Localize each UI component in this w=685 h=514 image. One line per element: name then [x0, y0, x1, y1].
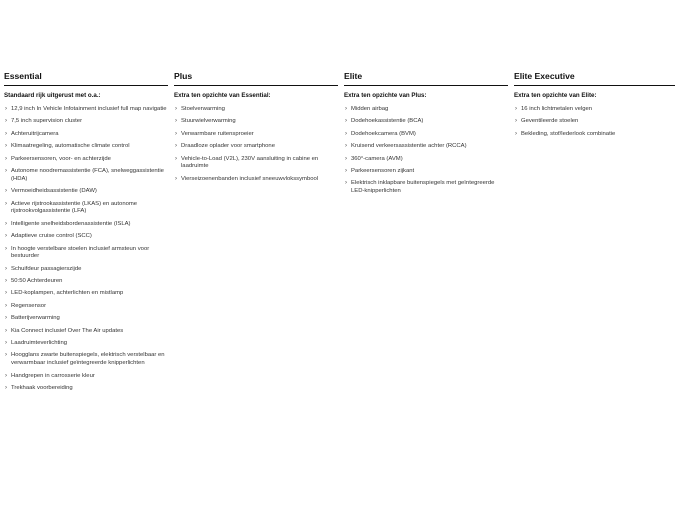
feature-label: Draadloze oplader voor smartphone — [181, 143, 275, 150]
feature-label: Vermoeidheidsassistentie (DAW) — [11, 188, 97, 195]
feature-label: Adaptieve cruise control (SCC) — [11, 233, 92, 240]
chevron-right-icon: › — [175, 175, 177, 182]
trim-column — [174, 71, 344, 397]
feature-item — [4, 168, 168, 184]
feature-item — [344, 143, 508, 151]
feature-label: Trekhaak voorbereiding — [11, 385, 73, 391]
trim-column — [344, 71, 514, 397]
feature-label: LED-koplampen, achterlichten en mistlamp — [11, 290, 124, 297]
feature-item — [4, 118, 168, 126]
feature-item — [4, 266, 168, 274]
feature-label: Achteruitrijcamera — [11, 130, 59, 137]
chevron-right-icon: › — [515, 118, 517, 125]
feature-item — [4, 188, 168, 196]
feature-item — [4, 340, 168, 348]
feature-item — [4, 106, 168, 114]
feature-item — [4, 246, 168, 262]
feature-label: Hoogglans zwarte buitenspiegels, elektrisch verstelbaar en verwarmbaar inclusief geïntegreerde knipperlichten — [11, 352, 165, 367]
feature-label: Vierseizoenenbanden inclusief sneeuwvlokssymbool — [181, 175, 319, 182]
chevron-right-icon: › — [515, 106, 517, 112]
feature-label: Laadruimteverlichting — [11, 340, 67, 347]
chevron-right-icon: › — [5, 385, 7, 391]
chevron-right-icon: › — [5, 143, 7, 150]
chevron-right-icon: › — [175, 106, 177, 112]
feature-label: In hoogte verstelbare stoelen inclusief armsteun voor bestuurder — [11, 245, 150, 260]
feature-item — [4, 328, 168, 336]
feature-item — [4, 290, 168, 298]
feature-label: Midden airbag — [351, 106, 389, 112]
feature-label: 7,5 inch supervision cluster — [11, 118, 83, 125]
feature-label: Vehicle-to-Load (V2L), 230V aansluiting in cabine en laadruimte — [181, 155, 319, 170]
feature-item — [514, 118, 675, 126]
feature-label: Intelligente snelheidsbordenassistentie (ISLA) — [11, 220, 131, 227]
trim-subtitle: Standaard rijk uitgerust met o.a.: — [4, 92, 101, 99]
feature-label: Parkeersensoren zijkant — [351, 167, 415, 174]
chevron-right-icon: › — [5, 315, 7, 322]
chevron-right-icon: › — [5, 302, 7, 309]
chevron-right-icon: › — [345, 143, 347, 150]
feature-label: Stuurwielverwarming — [181, 118, 236, 125]
feature-label: Regensensor — [11, 302, 47, 309]
trim-title: Elite — [344, 71, 508, 86]
chevron-right-icon: › — [5, 352, 7, 359]
feature-item — [344, 131, 508, 139]
feature-label: Geventileerde stoelen — [521, 118, 579, 125]
chevron-right-icon: › — [5, 130, 7, 137]
feature-item — [344, 180, 508, 196]
feature-item — [174, 156, 338, 172]
feature-item — [514, 106, 675, 114]
feature-item — [344, 106, 508, 114]
feature-label: Actieve rijstrookassistentie (LKAS) en autonome rijstrookvolgassistentie (LFA) — [11, 200, 138, 215]
trim-subtitle: Extra ten opzichte van Elite: — [514, 92, 597, 99]
feature-item — [4, 233, 168, 241]
chevron-right-icon: › — [5, 188, 7, 195]
feature-item — [4, 373, 168, 381]
feature-item — [174, 131, 338, 139]
feature-label: Elektrisch inklapbare buitenspiegels met geïntegreerde LED-knipperlichten — [351, 180, 495, 195]
feature-item — [174, 118, 338, 126]
feature-item — [4, 352, 168, 368]
trim-title: Essential — [4, 71, 168, 86]
feature-label: Bekleding, stof/lederlook combinatie — [521, 130, 616, 137]
chevron-right-icon: › — [175, 118, 177, 125]
chevron-right-icon: › — [345, 118, 347, 125]
feature-label: Autonome noodremassistentie (FCA), snelweggassistentie (HDA) — [11, 167, 164, 182]
trim-comparison — [4, 71, 681, 397]
feature-item — [4, 143, 168, 151]
chevron-right-icon: › — [515, 130, 517, 137]
feature-label: Verwarmbare ruitensproeier — [181, 130, 254, 137]
feature-item — [174, 176, 338, 184]
feature-item — [4, 156, 168, 164]
chevron-right-icon: › — [5, 106, 7, 112]
chevron-right-icon: › — [345, 130, 347, 137]
chevron-right-icon: › — [5, 290, 7, 297]
chevron-right-icon: › — [345, 180, 347, 187]
chevron-right-icon: › — [5, 220, 7, 227]
chevron-right-icon: › — [175, 130, 177, 137]
feature-item — [4, 131, 168, 139]
feature-label: Dodehoekcamera (BVM) — [351, 130, 416, 137]
chevron-right-icon: › — [5, 372, 7, 379]
chevron-right-icon: › — [5, 233, 7, 240]
feature-label: Handgrepen in carrosserie kleur — [11, 372, 95, 379]
feature-item — [4, 278, 168, 286]
feature-item — [4, 201, 168, 217]
chevron-right-icon: › — [345, 106, 347, 112]
feature-item — [174, 143, 338, 151]
chevron-right-icon: › — [5, 327, 7, 334]
feature-item — [344, 168, 508, 176]
feature-item — [4, 385, 168, 393]
trim-subtitle: Extra ten opzichte van Plus: — [344, 92, 427, 99]
chevron-right-icon: › — [345, 155, 347, 162]
chevron-right-icon: › — [5, 118, 7, 125]
chevron-right-icon: › — [5, 167, 7, 174]
feature-label: Klimaatregeling, automatische climate control — [11, 143, 130, 150]
chevron-right-icon: › — [5, 245, 7, 252]
chevron-right-icon: › — [5, 155, 7, 162]
feature-label: 50:50 Achterdeuren — [11, 278, 63, 285]
trim-column — [514, 71, 681, 397]
feature-label: Kia Connect inclusief Over The Air updates — [11, 327, 124, 334]
trim-column — [4, 71, 174, 397]
feature-item — [4, 221, 168, 229]
feature-label: 12,9 inch In Vehicle Infotainment inclusief full map navigatie — [11, 106, 167, 112]
trim-title: Plus — [174, 71, 338, 86]
feature-label: Parkeersensoren, voor- en achterzijde — [11, 155, 111, 162]
feature-item — [174, 106, 338, 114]
chevron-right-icon: › — [5, 265, 7, 272]
feature-item — [514, 131, 675, 139]
feature-label: Dodehoekassistentie (BCA) — [351, 118, 424, 125]
feature-label: Schuifdeur passagierszijde — [11, 265, 82, 272]
feature-item — [344, 118, 508, 126]
feature-item — [344, 156, 508, 164]
feature-label: Stoelverwarming — [181, 106, 225, 112]
trim-subtitle: Extra ten opzichte van Essential: — [174, 92, 271, 99]
chevron-right-icon: › — [175, 155, 177, 162]
feature-label: 360°-camera (AVM) — [351, 155, 403, 162]
feature-label: Batterijverwarming — [11, 315, 60, 322]
feature-item — [4, 303, 168, 311]
trim-title: Elite Executive — [514, 71, 675, 86]
feature-label: Kruisend verkeersassistentie achter (RCCA) — [351, 143, 467, 150]
feature-item — [4, 315, 168, 323]
feature-label: 16 inch lichtmetalen velgen — [521, 106, 593, 112]
chevron-right-icon: › — [5, 200, 7, 207]
chevron-right-icon: › — [5, 340, 7, 347]
chevron-right-icon: › — [175, 143, 177, 150]
chevron-right-icon: › — [345, 167, 347, 174]
chevron-right-icon: › — [5, 278, 7, 285]
